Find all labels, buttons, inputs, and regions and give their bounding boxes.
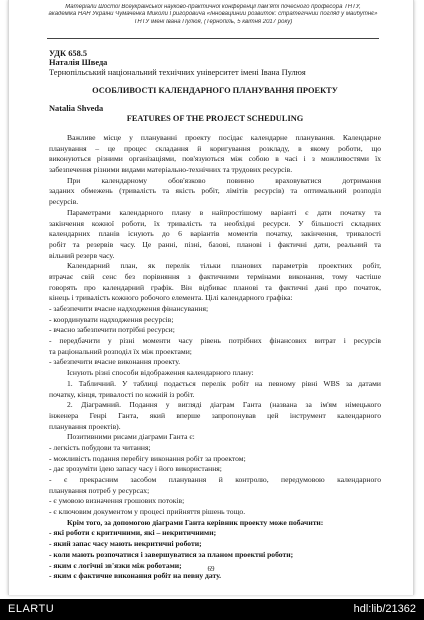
body-line: Важливе місце у плануванні проекту посідає календарне планування. Календарне	[67, 133, 381, 142]
list-item: - забезпечити вчасне надходження фінансування;	[49, 304, 209, 313]
page-number: 69	[207, 565, 215, 573]
body-line: закінчення кожної роботи, їх тривалість та необхідні ресурси. У більшості складних	[49, 218, 381, 228]
list-item: - які роботи є критичними, які – некритичними;	[49, 528, 217, 538]
author-name: Наталія Шведа	[49, 58, 108, 67]
list-item: - яким є логічні зв'язки між роботами;	[49, 560, 182, 570]
list-item: та раціональний розподіл їх між проектами;	[49, 346, 192, 356]
body-line: виконуються різними організаціями, пов'язуються між собою в часі і з можливостями їх	[49, 154, 381, 164]
article-body	[49, 133, 381, 582]
list-item: - легкість побудови та читання;	[49, 442, 151, 452]
body-line: планування – це процес складання й коригування розкладу, в якому роботи, що	[49, 143, 381, 153]
udk-code: УДК 658.5	[49, 49, 88, 58]
list-item: - координувати надходження ресурсів;	[49, 314, 174, 324]
body-line: говорять про календарний графік. Він відбиває планові та фактичні дані про початок,	[49, 282, 381, 292]
body-line: заданих обмежень (тривалість та якість робіт, лімітів ресурсів) та оптимальний розподіл	[49, 186, 381, 196]
header-line: ТНТУ імені Івана Пулюя, (Тернопіль, 5 квітня 2017 року)	[133, 18, 293, 25]
body-line: При календарному обов'язково повинно враховуватися дотримання	[67, 175, 381, 185]
handle-identifier: hdl:lib/21362	[353, 603, 416, 615]
body-line: втрачає свій сенс без порівняння з фактичними термінами виконання, тому частіше	[49, 271, 381, 281]
repository-footer	[0, 599, 424, 620]
body-line: початку, кінця, тривалості по кожній із робіт.	[49, 389, 195, 399]
document-page	[8, 0, 414, 595]
article-title-english: FEATURES OF THE PROJECT SCHEDULING	[126, 114, 304, 123]
list-item: - вчасно забезпечити потрібні ресурси;	[49, 325, 175, 335]
list-item: - коли мають розпочатися і завершуватися за планом проектні роботи;	[49, 549, 294, 559]
header-line: Матеріали Шостої Всеукраїнської науково-практичної конференції пам’яті почесного професора ТНТУ,	[65, 4, 361, 10]
header-line: академіка НАН України Чумаченка Миколи Григоровича «Інноваційний розвиток: стратегічний погляд у майбутнє»	[48, 11, 378, 18]
author-affiliation: Тернопільський національний технічних університет імені Івана Пулюя	[49, 68, 306, 77]
article-title-ukrainian: ОСОБЛИВОСТІ КАЛЕНДАРНОГО ПЛАНУВАННЯ ПРОЕКТУ	[92, 86, 338, 95]
list-item: - яким є фактичне виконання робіт на певну дату.	[49, 571, 222, 581]
body-line: Параметрами календарного плану в найпростішому варіанті є дати початку та	[67, 207, 381, 217]
body-line: Крім того, за допомогою діаграми Ганта керівник проекту може побачити:	[67, 517, 324, 527]
list-item: планування потреб у ресурсах;	[49, 485, 150, 495]
list-item: - є ключовим документом у процесі прийняття рішень тощо.	[49, 507, 246, 517]
list-item: - є умовою визначення грошових потоків;	[49, 496, 185, 506]
body-line: ресурсів.	[49, 197, 79, 207]
list-item: - є прекрасним засобом планування й контролю, передумовою календарного	[49, 475, 381, 484]
body-line: Існують різні способи відображення календарного плану:	[67, 368, 254, 378]
body-line: планування проектів).	[49, 421, 121, 431]
list-item: - передбачити у різні моменти часу рівень потрібних фінансових витрат і ресурсів	[49, 336, 381, 346]
list-item: - забезпечити вчасне виконання проекту.	[49, 357, 181, 367]
body-line: Календарний план, як перелік тільки планових параметрів проектних робіт,	[67, 261, 381, 271]
body-line: 1. Табличний. У таблиці подається перелік робіт на певному рівні WBS за датами	[67, 378, 381, 388]
body-line: забезпечення різними видами матеріально-технічних та трудових ресурсів.	[49, 165, 293, 175]
body-line: 2. Діаграмний. Подання у вигляді діаграм Ганта (названа за ім'ям німецького	[67, 400, 381, 410]
list-item: - можливість подання перебігу виконання робіт за проектом;	[49, 453, 246, 463]
author-name-english: Natalia Shveda	[49, 104, 104, 113]
conference-header	[47, 4, 379, 39]
body-line: кінець і тривалість кожного робочого елемента. Цілі календарного графіка:	[49, 293, 293, 303]
body-line: вільний резерв часу.	[49, 250, 115, 260]
list-item: - дає зрозуміти ідею запасу часу і його використання;	[49, 464, 222, 474]
repository-name: ELARTU	[8, 603, 55, 615]
body-line: Позитивними рисами діаграми Ганта є:	[67, 432, 195, 442]
body-line: робіт та резервів часу. Це ранні, пізні, базові, планові і фактичні дати, реальний та	[49, 239, 381, 249]
list-item: - який запас часу мають некритичні роботи;	[49, 539, 202, 549]
body-line: календарних планів існують до 6 варіантів моментів початку, закінчення, тривалості	[49, 229, 381, 239]
body-line: інженера Генрі Ганта, який вперше запропонував цей інструмент календарного	[49, 410, 381, 420]
